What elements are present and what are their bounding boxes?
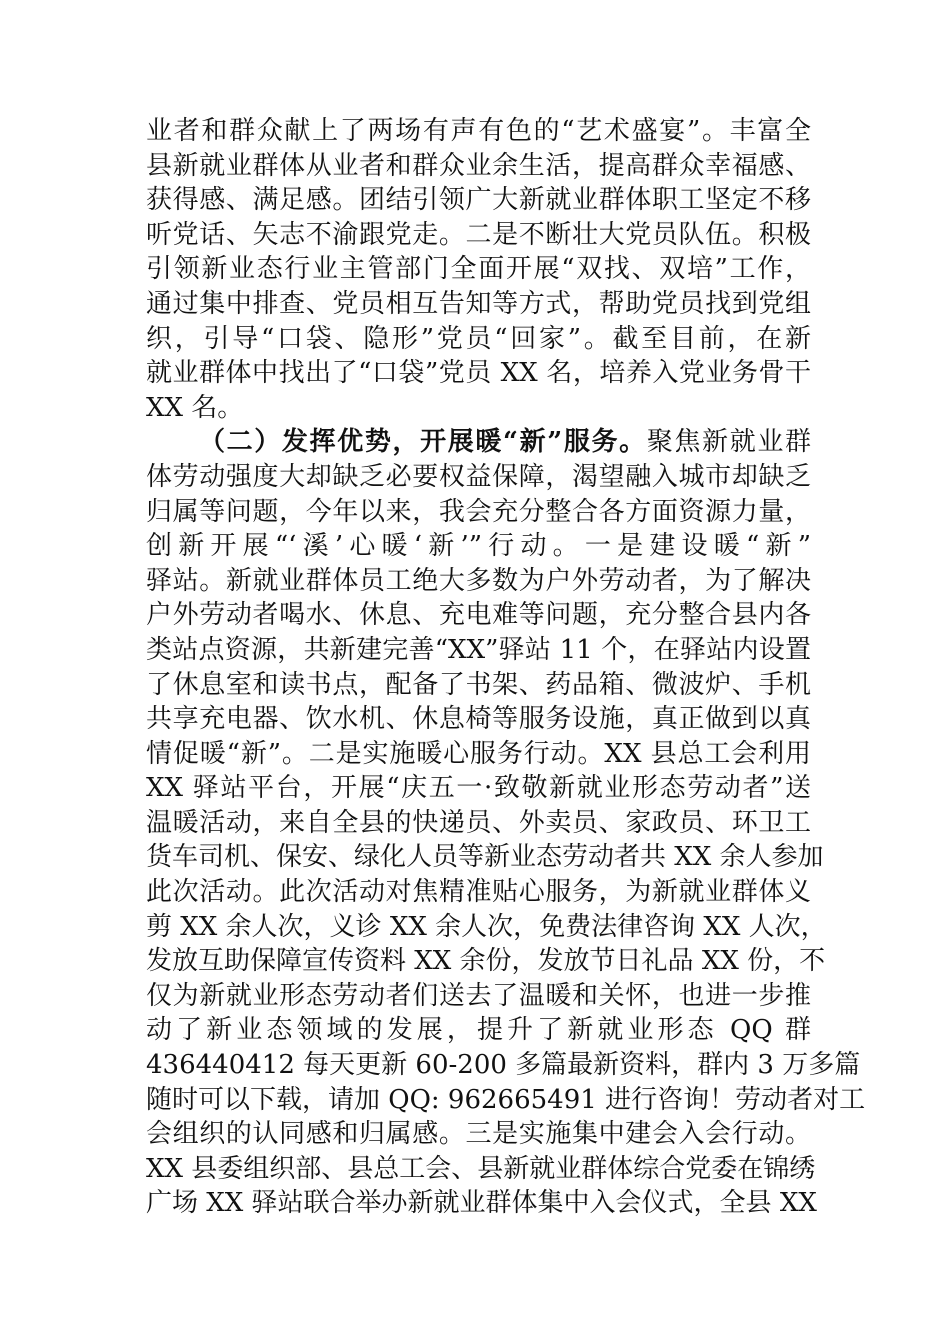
text-line: 引领新业态行业主管部门全面开展“双找、双培”工作， [146, 254, 811, 285]
text-line: 剪 XX 余人次，义诊 XX 余人次，免费法律咨询 XX 人次， [146, 911, 827, 942]
body-text [146, 114, 866, 1221]
section-heading: （二）发挥优势，开展暖“新”服务。 [199, 427, 647, 458]
text-line: XX 县委组织部、县总工会、县新就业群体综合党委在锦绣 [146, 1153, 816, 1184]
text-line: 通过集中排查、党员相互告知等方式，帮助党员找到党组 [146, 288, 811, 319]
text-line: 仅为新就业形态劳动者们送去了温暖和关怀，也进一步推 [146, 980, 811, 1011]
text-line: 县新就业群体从业者和群众业余生活，提高群众幸福感、 [146, 150, 811, 181]
text-line: 随时可以下载，请加 QQ: 962665491 进行咨询！劳动者对工 [146, 1084, 866, 1115]
text-line: 了休息室和读书点，配备了书架、药品箱、微波炉、手机 [146, 669, 811, 700]
text-line: 业者和群众献上了两场有声有色的“艺术盛宴”。丰富全 [146, 116, 811, 146]
text-line: 温暖活动，来自全县的快递员、外卖员、家政员、环卫工 [146, 807, 811, 838]
section-heading-line [146, 425, 811, 460]
text-line: 创新开展“‘溪’心暖‘新’”行动。一是建设暖“新” [146, 531, 811, 562]
text-line: XX 驿站平台，开展“庆五一·致敬新就业形态劳动者”送 [146, 773, 811, 804]
text-line: 听党话、矢志不渝跟党走。二是不断壮大党员队伍。积极 [146, 219, 811, 250]
text-line: 驿站。新就业群体员工绝大多数为户外劳动者，为了解决 [146, 565, 811, 596]
text-line: 情促暖“新”。二是实施暖心服务行动。XX 县总工会利用 [146, 738, 811, 769]
text-line: 此次活动。此次活动对焦精准贴心服务，为新就业群体义 [146, 877, 811, 908]
text-line: 广场 XX 驿站联合举办新就业群体集中入会仪式，全县 XX [146, 1188, 817, 1219]
text-line: 体劳动强度大却缺乏必要权益保障，渴望融入城市却缺乏 [146, 461, 811, 492]
text-line: XX 名。 [146, 392, 244, 423]
text-line: 会组织的认同感和归属感。三是实施集中建会入会行动。 [146, 1119, 811, 1150]
text-line: 获得感、满足感。团结引领广大新就业群体职工坚定不移 [146, 185, 811, 216]
text-line: 户外劳动者喝水、休息、充电难等问题，充分整合县内各 [146, 600, 811, 631]
text-line: 归属等问题，今年以来，我会充分整合各方面资源力量， [146, 496, 811, 527]
text-line: 共享充电器、饮水机、休息椅等服务设施，真正做到以真 [146, 704, 811, 735]
text-line: 动了新业态领域的发展，提升了新就业形态 QQ 群 [146, 1015, 811, 1046]
text-line: 就业群体中找出了“口袋”党员 XX 名，培养入党业务骨干 [146, 358, 811, 389]
text-line: 货车司机、保安、绿化人员等新业态劳动者共 XX 余人参加 [146, 842, 824, 873]
text-line: 436440412 每天更新 60-200 多篇最新资料，群内 3 万多篇 [146, 1050, 861, 1081]
text-line: 织，引导“口袋、隐形”党员“回家”。截至目前，在新 [146, 323, 811, 354]
text-line: 发放互助保障宣传资料 XX 余份，发放节日礼品 XX 份，不 [146, 946, 826, 977]
text-line: 类站点资源，共新建完善“XX”驿站 11 个，在驿站内设置 [146, 634, 811, 665]
text-span: 聚焦新就业群 [646, 427, 811, 458]
